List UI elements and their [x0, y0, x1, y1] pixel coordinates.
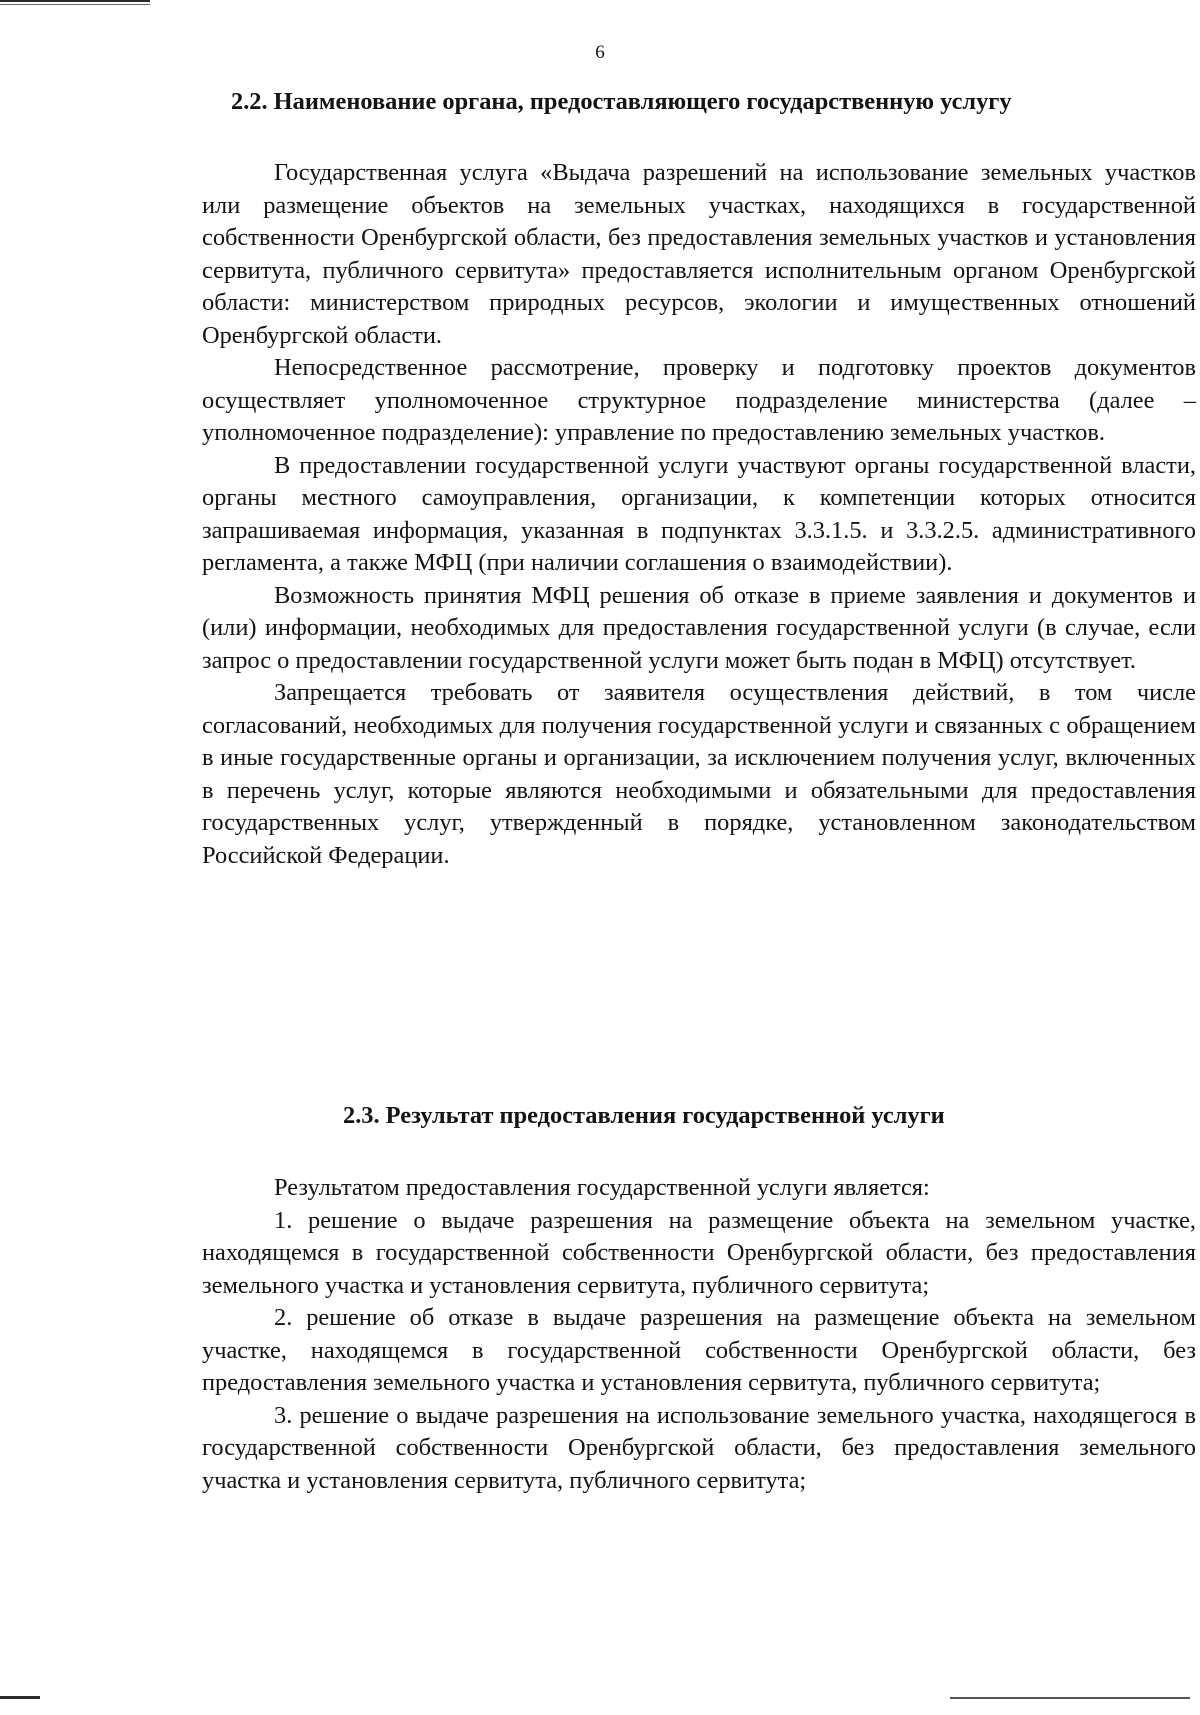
scan-edge-mark — [0, 1696, 40, 1699]
section-heading-2-2: 2.2. Наименование органа, предоставляющего государственную услугу — [231, 88, 1012, 115]
paragraph: В предоставлении государственной услуги участвуют органы государственной власти, органы местного самоуправления, организации, к компетенции которых относится запрашиваемая информация, указанная в подпунктах 3.3.1.5. и 3.3.2.5. административного регламента, а также МФЦ (при наличии соглашения о взаимодействии). — [202, 451, 1196, 576]
scan-edge-mark — [0, 4, 150, 5]
section-2-3-body — [202, 1172, 1196, 1497]
list-item: 1. решение о выдаче разрешения на размещение объекта на земельном участке, находящемся в государственной собственности Оренбургской области, без предоставления земельного участка и установления сервитута, публичного сервитута; — [202, 1206, 1196, 1299]
paragraph: Результатом предоставления государственной услуги является: — [274, 1174, 930, 1201]
section-heading-2-3: 2.3. Результат предоставления государственной услуги — [343, 1102, 945, 1129]
paragraph: Непосредственное рассмотрение, проверку и подготовку проектов документов осуществляет уполномоченное структурное подразделение министерства (далее – уполномоченное подразделение): управление по предоставлению земельных участков. — [202, 354, 1196, 446]
page-number: 6 — [595, 42, 605, 63]
scan-edge-mark — [950, 1697, 1190, 1699]
paragraph: Государственная услуга «Выдача разрешений на использование земельных участков или размещение объектов на земельных участках, находящихся в государственной собственности Оренбургской области, без предоставления земельных участков и установления сервитута, публичного сервитута» предоставляется исполнительным органом Оренбургской области: министерством природных ресурсов, экологии и имущественных отношений Оренбургской области. — [202, 159, 1196, 349]
scan-edge-mark — [0, 0, 150, 2]
section-2-2-body — [202, 157, 1196, 872]
paragraph: Возможность принятия МФЦ решения об отказе в приеме заявления и документов и (или) информации, необходимых для предоставления государственной услуги (в случае, если запрос о предоставлении государственной услуги может быть подан в МФЦ) отсутствует. — [202, 581, 1196, 674]
list-item: 3. решение о выдаче разрешения на использование земельного участка, находящегося в государственной собственности Оренбургской области, без предоставления земельного участка и установления сервитута, публичного сервитута; — [202, 1401, 1196, 1494]
list-item: 2. решение об отказе в выдаче разрешения на размещение объекта на земельном участке, находящемся в государственной собственности Оренбургской области, без предоставления земельного участка и установления сервитута, публичного сервитута; — [202, 1304, 1196, 1396]
paragraph: Запрещается требовать от заявителя осуществления действий, в том числе согласований, необходимых для получения государственной услуги и связанных с обращением в иные государственные органы и организации, за исключением получения услуг, включенных в перечень услуг, которые являются необходимыми и обязательными для предоставления государственных услуг, утвержденный в порядке, установленном законодательством Российской Федерации. — [202, 679, 1196, 869]
